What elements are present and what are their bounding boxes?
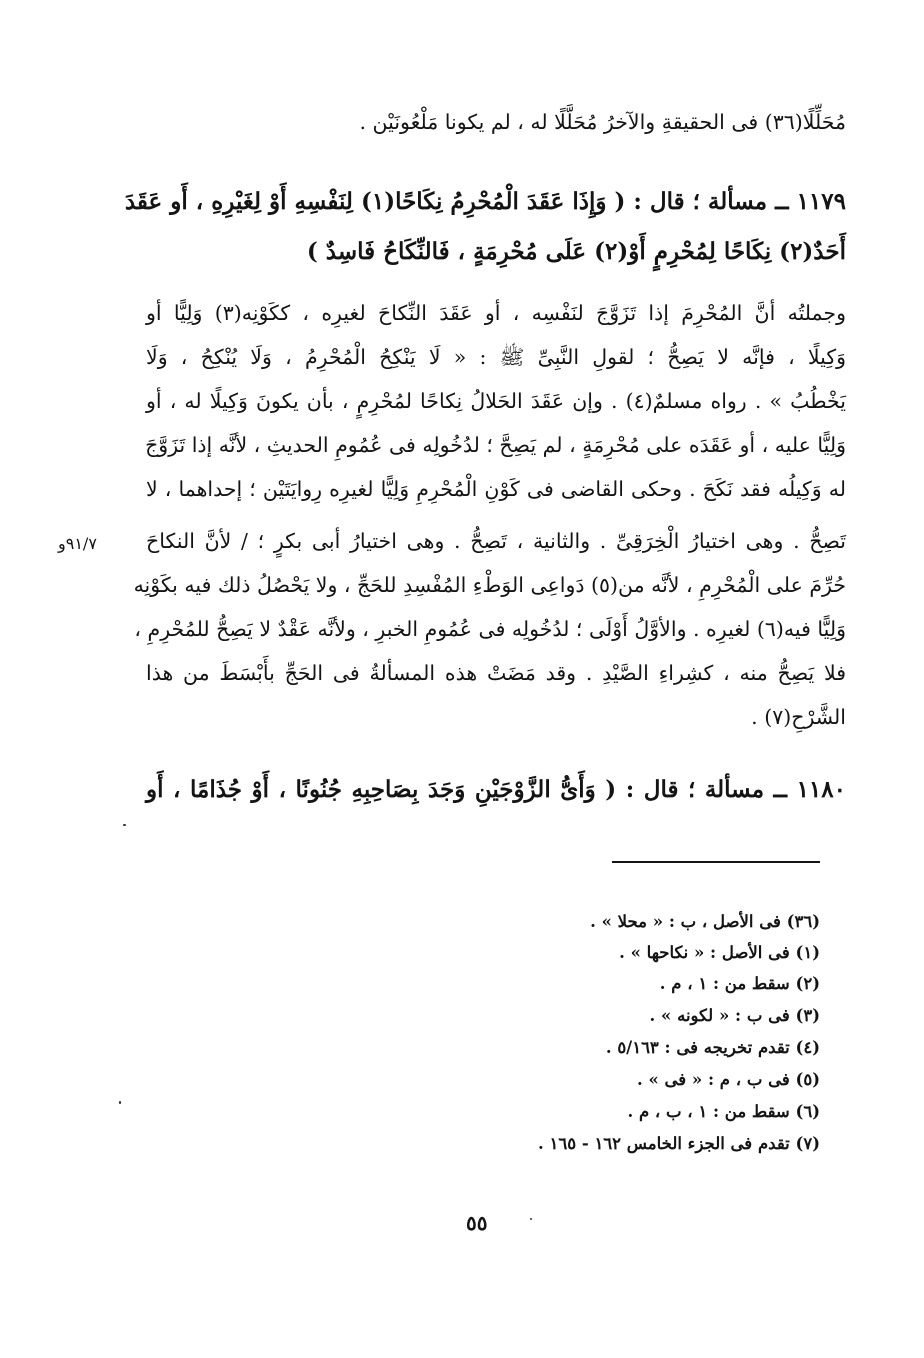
body-line-9: فلا يَصِحُّ منه ، كشِراءِ الصَّيْدِ . وقد مَضَتْ هذه المسألةُ فى الحَجِّ بأَبْسَطَ من هذا: [146, 661, 846, 685]
page-number: ٥٥: [466, 1211, 488, 1235]
body-line-7: حُرِّمَ على الْمُحْرِمِ ، لأنَّه من(٥) دَواعِى الوَطْءِ المُفْسِدِ للحَجِّ ، ولا يَحْصُلُ ذلك فيه بكَوْنِه: [133, 573, 846, 597]
body-line-1: وجملتُه أنَّ المُحْرِمَ إذا تَزَوَّجَ لنَفْسِه ، أو عَقَدَ النِّكاحَ لغيرِه ، ككَوْنِه(٣) وَلِيًّا أو: [146, 301, 846, 325]
footnote-item: (٧) تقدم فى الجزء الخامس ١٦٢ - ١٦٥ .: [538, 1134, 820, 1153]
footnote-separator: [612, 861, 820, 863]
footnote-item: (٣) فى ب : « لكونه » .: [649, 1006, 820, 1025]
issue-1180-heading-line-1: ١١٨٠ ــ مسألة ؛ قال : ( وَأَىُّ الزَّوْجَيْنِ وَجَدَ بِصَاحِبِهِ جُنُونًا ، أَوْ جُذَامًا ، أَو: [146, 776, 846, 803]
footnote-item: (٥) فى ب ، م : « فى » .: [636, 1070, 820, 1089]
footnote-item: (٢) سقط من : ١ ، م .: [659, 974, 820, 993]
scan-speck: [530, 1218, 532, 1220]
body-line-8: وَلِيًّا فيه(٦) لغيرِه . والأوَّلُ أَوْلَى ؛ لدُخُولِه فى عُمُومِ الخبرِ ، ولأنَّه عَقْدٌ لا يَصِحُّ للمُحْرِمِ ،: [134, 617, 846, 641]
body-line-10: الشَّرْحِ(٧) .: [751, 705, 846, 729]
scan-speck: [119, 1101, 121, 1104]
scan-speck: [123, 824, 126, 826]
issue-1179-heading-line-2: أَحَدٌ(٢) نِكَاحًا لِمُحْرِمٍ أَوْ(٢) عَلَى مُحْرِمَةٍ ، فَالنِّكَاحُ فَاسِدٌ ): [306, 238, 846, 265]
body-line-5: له وَكِيلُه فقد نَكَحَ . وحكى القاضى فى كَوْنِ الْمُحْرِمِ وَلِيًّا لغيرِه رِوايَتَيْن ؛ إحداهما ، لا: [146, 477, 846, 501]
footnote-item: (٦) سقط من : ١ ، ب ، م .: [627, 1102, 820, 1121]
body-line-4: وَلِيًّا عليه ، أو عَقَدَه على مُحْرِمَةٍ ، لم يَصِحَّ ؛ لدُخُولِه فى عُمُومِ الحديثِ ، لأنَّه إذا تَزَوَّجَ: [145, 433, 846, 457]
manuscript-folio-note: ٩١/٧و: [58, 534, 97, 553]
footnote-item: (٤) تقدم تخريجه فى : ٥/١٦٣ .: [605, 1038, 820, 1057]
body-line-2: وَكِيلًا ، فإنَّه لا يَصِحُّ ؛ لقولِ النَّبِىِّ ﷺ : « لَا يَنْكِحُ الْمُحْرِمُ ، وَلَا يُنْكِحُ ، وَلَا: [146, 345, 846, 369]
body-line-3: يَخْطُبُ » . رواه مسلمٌ(٤) . وإن عَقَدَ الحَلالُ نِكاحًا لمُحْرِمٍ ، بأن يكونَ وَكِيلًا له ، أو: [146, 389, 846, 413]
body-line-6: تَصِحُّ . وهى اختيارُ الْخِرَقِىِّ . والثانية ، تَصِحُّ . وهى اختيارُ أبى بكرٍ ؛ / لأنَّ النكاحَ: [146, 529, 846, 553]
continuation-line: مُحَلِّلًا(٣٦) فى الحقيقةِ والآخرُ مُحَلَّلًا له ، لم يكونا مَلْعُونَيْن .: [359, 110, 846, 134]
footnote-item: (٣٦) فى الأصل ، ب : « محلا » .: [590, 912, 820, 931]
issue-1179-heading-line-1: ١١٧٩ ــ مسألة ؛ قال : ( وَإِذَا عَقَدَ الْمُحْرِمُ نِكَاحًا(١) لِنَفْسِهِ أَوْ لِغَيْرِهِ ، أَو عَقَدَ: [124, 188, 846, 215]
footnote-item: (١) فى الأصل : « نكاحها » .: [619, 943, 820, 962]
